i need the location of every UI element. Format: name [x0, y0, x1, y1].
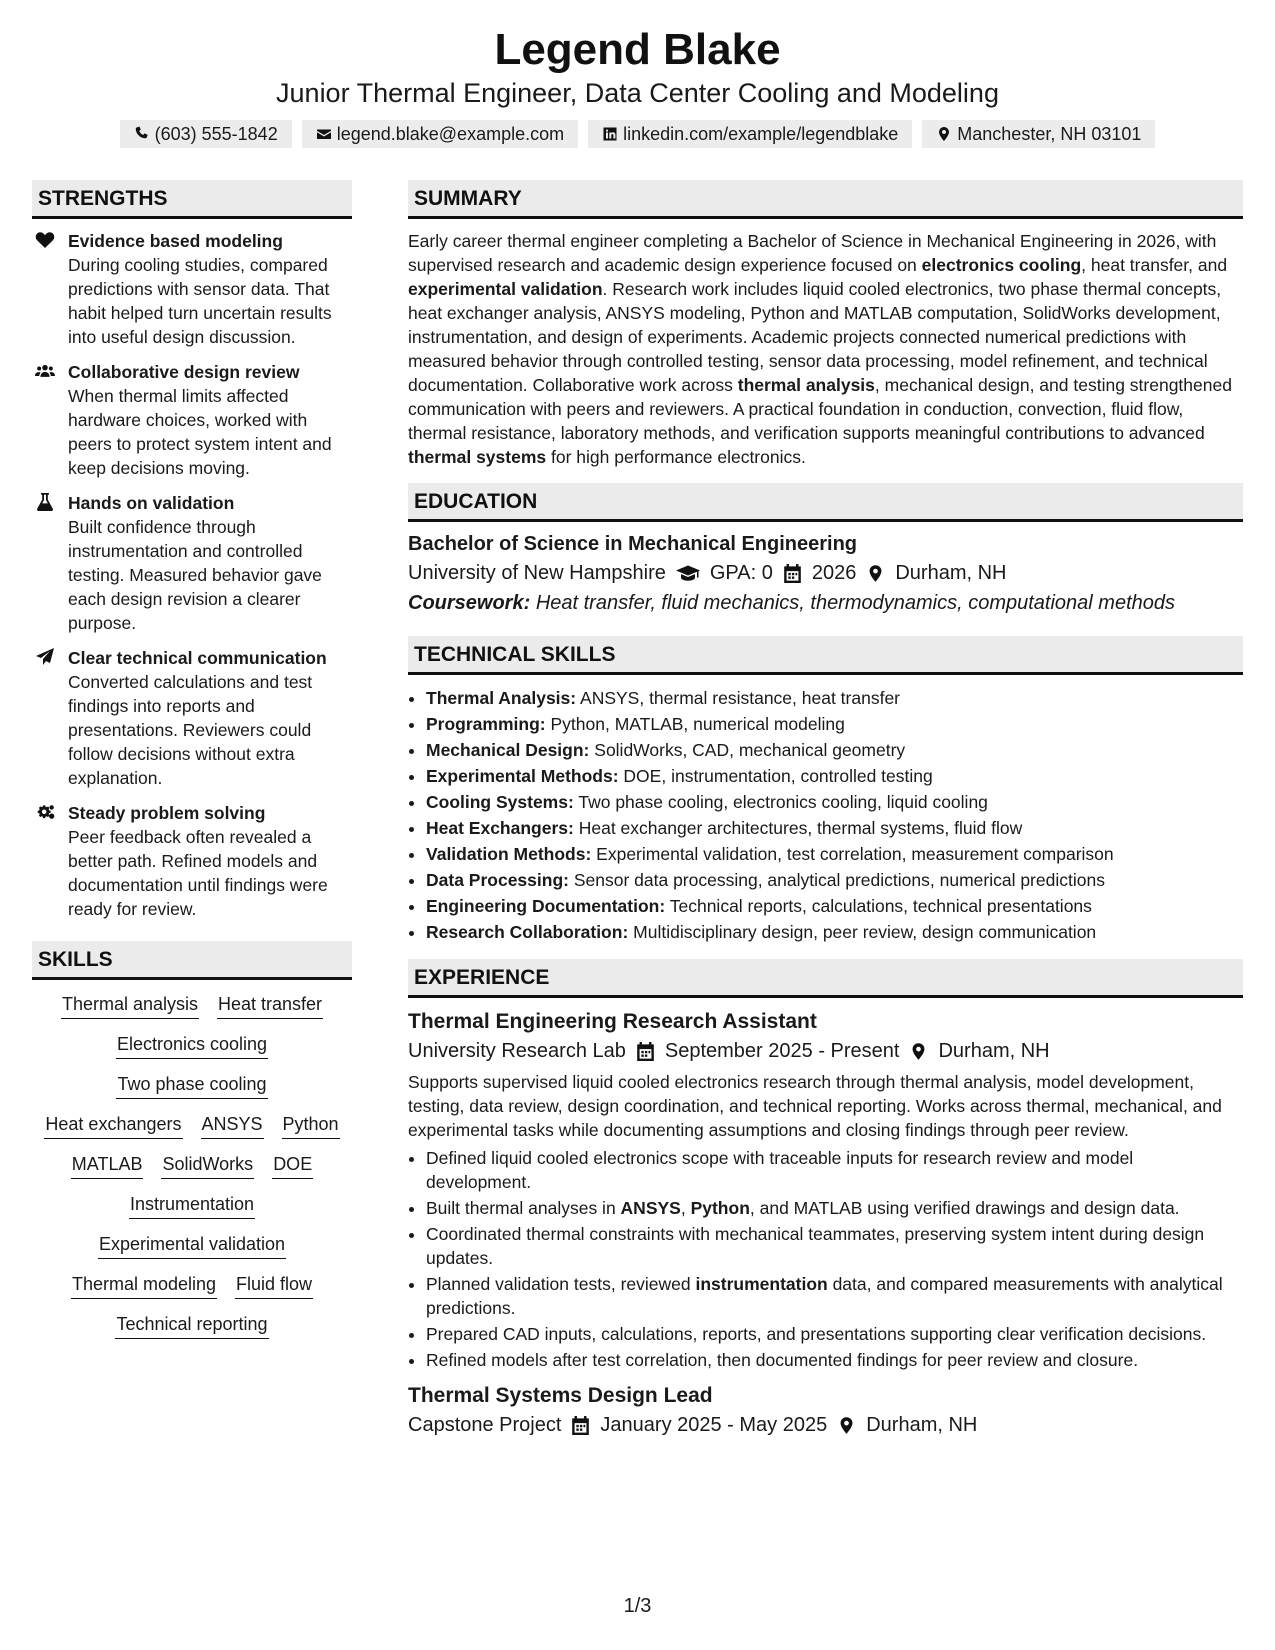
strength-description: During cooling studies, compared predictions with sensor data. That habit helped turn uncertain results into useful design discussion.: [68, 255, 332, 347]
strength-title: Collaborative design review: [68, 362, 300, 382]
text-run: Prepared CAD inputs, calculations, reports, and presentations supporting clear verification decisions.: [426, 1324, 1207, 1344]
skill-tag: Heat transfer: [217, 992, 323, 1019]
skill-category: Engineering Documentation:: [426, 896, 666, 916]
skill-tag: Python: [282, 1112, 340, 1139]
bold-text: ANSYS: [620, 1198, 681, 1218]
skill-category: Heat Exchangers:: [426, 818, 574, 838]
skill-values: Experimental validation, test correlation, measurement comparison: [596, 844, 1114, 864]
skill-tag: Technical reporting: [115, 1312, 268, 1339]
gears-icon: [35, 803, 55, 821]
strength-description: Converted calculations and test findings into reports and presentations. Reviewers could follow decisions without extra explanation.: [68, 672, 313, 788]
strength-description: Built confidence through instrumentation and controlled testing. Measured behavior gave each design revision a clearer purpose.: [68, 517, 322, 633]
technical-skill-item: [426, 789, 1243, 815]
left-column: [32, 180, 352, 1440]
skill-category: Experimental Methods:: [426, 766, 619, 786]
strength-item: [32, 229, 352, 349]
location-pin-icon: [837, 1416, 856, 1435]
job-meta: [408, 1410, 1243, 1440]
skill-values: DOE, instrumentation, controlled testing: [623, 766, 933, 786]
strength-item: [32, 646, 352, 790]
skill-tag: Thermal modeling: [71, 1272, 217, 1299]
text-run: Planned validation tests, reviewed: [426, 1274, 696, 1294]
skill-category: Cooling Systems:: [426, 792, 574, 812]
job-meta: [408, 1036, 1243, 1066]
technical-skill-item: [426, 919, 1243, 945]
skill-tag: Fluid flow: [235, 1272, 313, 1299]
bold-text: Python: [690, 1198, 750, 1218]
right-column: [408, 180, 1243, 1440]
skills-row: [38, 1272, 346, 1299]
text-run: for high performance electronics.: [546, 447, 806, 467]
users-icon: [35, 362, 55, 380]
contact-linkedin[interactable]: [588, 120, 912, 148]
summary-paragraph: [408, 229, 1243, 469]
skills-row: [38, 1032, 346, 1059]
strength-title: Steady problem solving: [68, 803, 266, 823]
strength-item: [32, 801, 352, 921]
job-dates: September 2025 - Present: [664, 1040, 900, 1062]
location-pin-icon: [909, 1042, 928, 1061]
job-bullet: [426, 1348, 1243, 1372]
text-run: Early career thermal engineer completing a Bachelor of Science in Mechanical Engineering in 2026, with supervised research and academic design experience focused on: [408, 231, 1217, 275]
location-text: Manchester, NH 03101: [957, 124, 1142, 144]
skill-tag: Experimental validation: [98, 1232, 286, 1259]
skill-category: Thermal Analysis:: [426, 688, 577, 708]
education-heading: EDUCATION: [408, 483, 1243, 522]
strength-title: Hands on validation: [68, 493, 235, 513]
experience-heading: EXPERIENCE: [408, 959, 1243, 998]
resume-header: [0, 0, 1275, 148]
skills-heading: SKILLS: [32, 941, 352, 980]
skill-values: Python, MATLAB, numerical modeling: [550, 714, 845, 734]
calendar-icon: [783, 564, 802, 583]
text-run: , heat transfer, and: [1081, 255, 1228, 275]
strength-description: Peer feedback often revealed a better path. Refined models and documentation until findings were ready for review.: [68, 827, 328, 919]
summary-heading: SUMMARY: [408, 180, 1243, 219]
technical-skill-item: [426, 867, 1243, 893]
phone-icon: [134, 126, 150, 142]
flask-icon: [35, 493, 55, 511]
skill-tag: Instrumentation: [129, 1192, 255, 1219]
skill-tag: Electronics cooling: [116, 1032, 268, 1059]
contact-phone[interactable]: [120, 120, 292, 148]
text-run: ,: [680, 1198, 691, 1218]
strength-item: [32, 491, 352, 635]
technical-skill-item: [426, 737, 1243, 763]
coursework-label: Coursework:: [408, 592, 531, 614]
technical-skill-item: [426, 685, 1243, 711]
skill-tag: DOE: [272, 1152, 313, 1179]
job-description: Supports supervised liquid cooled electronics research through thermal analysis, model development, testing, data review, design coordination, and technical reporting. Works across thermal, mechanical, and experimental tasks while documenting assumptions and closing findings through peer review.: [408, 1072, 1222, 1140]
strength-title: Evidence based modeling: [68, 231, 283, 251]
text-run: Built thermal analyses in: [426, 1198, 621, 1218]
page-number: 1/3: [623, 1595, 652, 1617]
bold-text: thermal systems: [408, 447, 547, 467]
graduation-cap-icon: [676, 564, 700, 583]
job-title: Thermal Systems Design Lead: [408, 1384, 713, 1407]
technical-skill-item: [426, 893, 1243, 919]
skill-values: Multidisciplinary design, peer review, design communication: [633, 922, 1097, 942]
location-pin-icon: [866, 564, 885, 583]
job-entry: [408, 1382, 1243, 1440]
skills-row: [38, 1232, 346, 1259]
graduation-year: 2026: [811, 562, 857, 584]
calendar-icon: [571, 1416, 590, 1435]
skill-values: ANSYS, thermal resistance, heat transfer: [580, 688, 901, 708]
bold-text: instrumentation: [695, 1274, 828, 1294]
school-name: University of New Hampshire: [408, 562, 666, 584]
bold-text: electronics cooling: [921, 255, 1082, 275]
envelope-icon: [316, 126, 332, 142]
coursework-text: Heat transfer, fluid mechanics, thermodynamics, computational methods: [535, 592, 1176, 614]
skills-row: [38, 1072, 346, 1099]
text-run: Refined models after test correlation, then documented findings for peer review and closure.: [426, 1350, 1139, 1370]
candidate-name: Legend Blake: [494, 25, 781, 74]
text-run: Defined liquid cooled electronics scope with traceable inputs for research review and model development.: [426, 1148, 1134, 1192]
skill-category: Data Processing:: [426, 870, 569, 890]
text-run: data, and compared measurements with analytical predictions.: [426, 1274, 1223, 1318]
technical-skill-item: [426, 711, 1243, 737]
job-location: Durham, NH: [938, 1040, 1050, 1062]
job-title-headline: Junior Thermal Engineer, Data Center Cooling and Modeling: [276, 78, 999, 108]
bold-text: thermal analysis: [737, 375, 875, 395]
job-bullets: [408, 1146, 1243, 1372]
skills-row: [38, 1112, 346, 1139]
job-bullet: [426, 1272, 1243, 1320]
text-run: Coordinated thermal constraints with mechanical teammates, preserving system intent during design updates.: [426, 1224, 1205, 1268]
job-bullet: [426, 1146, 1243, 1194]
technical-skills-list: [408, 685, 1243, 945]
skill-category: Research Collaboration:: [426, 922, 629, 942]
skill-tag: Two phase cooling: [116, 1072, 267, 1099]
technical-skill-item: [426, 763, 1243, 789]
contact-email[interactable]: [302, 120, 578, 148]
strengths-heading: STRENGTHS: [32, 180, 352, 219]
gpa-text: GPA: 0: [709, 562, 773, 584]
job-organization: Capstone Project: [408, 1414, 562, 1436]
resume-body: [32, 180, 1243, 1440]
phone-text: (603) 555-1842: [154, 124, 278, 144]
skill-tag: ANSYS: [201, 1112, 264, 1139]
skills-row: [38, 992, 346, 1019]
text-run: . Research work includes liquid cooled electronics, two phase thermal concepts, heat exchanger analysis, ANSYS modeling, Python and MATLAB computation, SolidWorks development, instrumentation, and design of experiments. Academic projects connected numerical predictions with measured behavior through controlled testing, sensor data processing, model refinement, and technical documentation. Collaborative work across: [408, 279, 1222, 395]
text-run: , and MATLAB using verified drawings and design data.: [749, 1198, 1180, 1218]
heart-icon: [35, 231, 55, 249]
skills-row: [38, 1312, 346, 1339]
calendar-icon: [636, 1042, 655, 1061]
skill-values: SolidWorks, CAD, mechanical geometry: [594, 740, 906, 760]
contact-location: [922, 120, 1155, 148]
contact-bar: [0, 120, 1275, 148]
skill-tag: MATLAB: [71, 1152, 144, 1179]
job-dates: January 2025 - May 2025: [600, 1414, 828, 1436]
job-bullet: [426, 1196, 1243, 1220]
text-run: , mechanical design, and testing strengthened communication with peers and reviewers. A practical foundation in conduction, convection, fluid flow, thermal resistance, laboratory methods, and verification supports meaningful contributions to advanced: [408, 375, 1232, 443]
location-pin-icon: [936, 126, 952, 142]
skills-row: [38, 1192, 346, 1219]
linkedin-text: linkedin.com/example/legendblake: [623, 124, 899, 144]
linkedin-icon: [602, 126, 618, 142]
technical-skills-heading: TECHNICAL SKILLS: [408, 636, 1243, 675]
paper-plane-icon: [35, 648, 55, 666]
strength-description: When thermal limits affected hardware choices, worked with peers to protect system intent and keep decisions moving.: [68, 386, 332, 478]
skill-tag: Thermal analysis: [61, 992, 199, 1019]
skill-category: Mechanical Design:: [426, 740, 590, 760]
strength-title: Clear technical communication: [68, 648, 327, 668]
experience-list: [408, 1008, 1243, 1440]
job-bullet: [426, 1322, 1243, 1346]
technical-skill-item: [426, 841, 1243, 867]
job-title: Thermal Engineering Research Assistant: [408, 1010, 817, 1033]
skill-values: Sensor data processing, analytical predictions, numerical predictions: [573, 870, 1105, 890]
email-text: legend.blake@example.com: [336, 124, 565, 144]
job-location: Durham, NH: [866, 1414, 978, 1436]
job-organization: University Research Lab: [408, 1040, 626, 1062]
skill-tag: SolidWorks: [161, 1152, 254, 1179]
strength-item: [32, 360, 352, 480]
job-entry: [408, 1008, 1243, 1372]
school-location: Durham, NH: [895, 562, 1007, 584]
bold-text: experimental validation: [408, 279, 603, 299]
technical-skill-item: [426, 815, 1243, 841]
skill-category: Validation Methods:: [426, 844, 592, 864]
skill-category: Programming:: [426, 714, 546, 734]
degree-name: Bachelor of Science in Mechanical Engineering: [408, 533, 858, 555]
skills-cloud: [32, 990, 352, 1339]
skills-row: [38, 1152, 346, 1179]
education-meta: [408, 558, 1243, 588]
skill-values: Technical reports, calculations, technical presentations: [669, 896, 1092, 916]
skill-values: Two phase cooling, electronics cooling, liquid cooling: [578, 792, 988, 812]
skill-tag: Heat exchangers: [44, 1112, 182, 1139]
skill-values: Heat exchanger architectures, thermal systems, fluid flow: [578, 818, 1023, 838]
job-bullet: [426, 1222, 1243, 1270]
coursework-line: [408, 588, 1243, 618]
